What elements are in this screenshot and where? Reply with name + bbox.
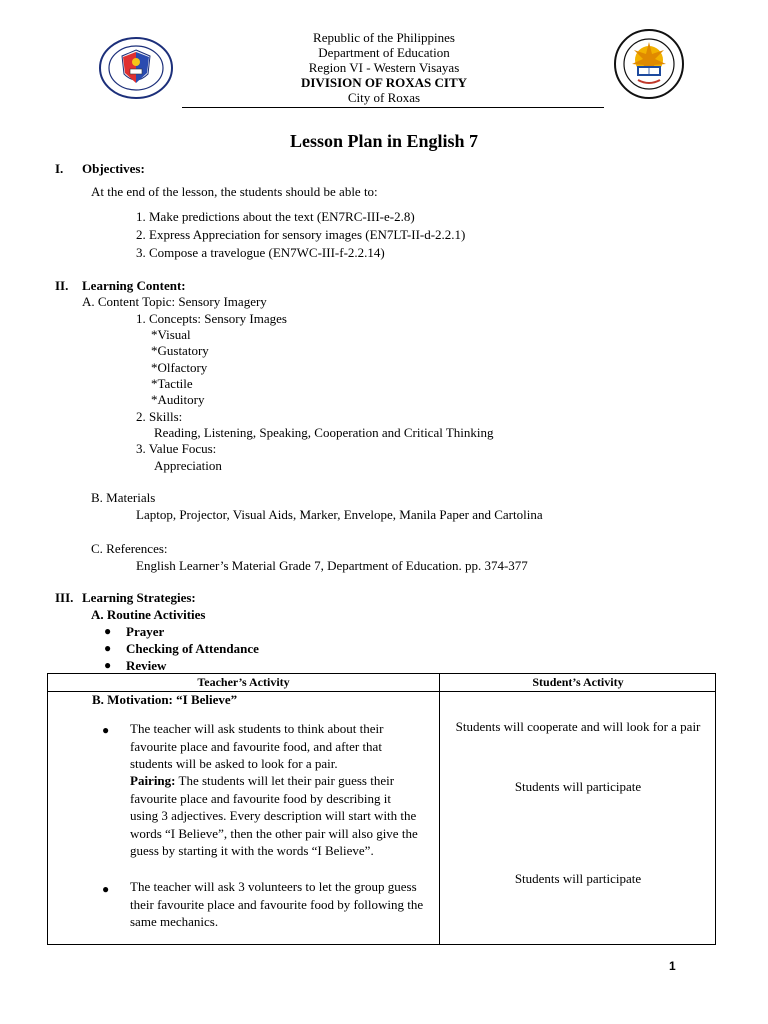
objective-item: 2. Express Appreciation for sensory images (EN7LT-II-d-2.2.1) (136, 227, 466, 242)
activity-table (47, 673, 716, 945)
student-activity-text: Students will cooperate and will look for a pair (455, 719, 701, 734)
bullet-icon: ● (102, 723, 110, 737)
concept-item: *Auditory (151, 392, 205, 407)
student-activity-header: Student’s Activity (532, 675, 624, 689)
bullet-icon: ● (104, 624, 112, 638)
pairing-text: The students will let their pair guess their favourite place and favourite food by describing it using 3 adjectives. Every description will start with the words “I Believe”, then the other pair will also give the guess by starting it with the words “I Believe”. (130, 773, 418, 858)
header-republic: Republic of the Philippines (313, 30, 455, 45)
student-activity-text: Students will participate (514, 779, 642, 794)
teacher-activity-text: The teacher will ask students to think about their favourite place and favourite food, and after that students will be asked to look for a pair. (130, 721, 384, 771)
references-heading: C. References: (91, 541, 168, 556)
bullet-icon: ● (104, 641, 112, 655)
objective-item: 1. Make predictions about the text (EN7RC-III-e-2.8) (136, 209, 415, 224)
skills-heading: 2. Skills: (136, 409, 183, 424)
page-title: Lesson Plan in English 7 (289, 131, 479, 151)
table-column-divider (439, 674, 440, 944)
bullet-icon: ● (104, 658, 112, 672)
content-numeral: II. (55, 278, 69, 293)
header-department: Department of Education (318, 45, 450, 60)
content-heading: Learning Content: (82, 278, 186, 293)
materials-text: Laptop, Projector, Visual Aids, Marker, Envelope, Manila Paper and Cartolina (136, 507, 543, 522)
references-text: English Learner’s Material Grade 7, Department of Education. pp. 374-377 (136, 558, 528, 573)
content-topic: A. Content Topic: Sensory Imagery (82, 294, 267, 309)
strategies-heading: Learning Strategies: (82, 590, 196, 605)
concepts-heading: 1. Concepts: Sensory Images (136, 311, 287, 326)
header-region: Region VI - Western Visayas (308, 60, 460, 75)
header-divider (182, 107, 604, 108)
materials-heading: B. Materials (91, 490, 156, 505)
value-heading: 3. Value Focus: (136, 441, 217, 456)
pairing-label: Pairing: (130, 773, 176, 788)
objectives-intro: At the end of the lesson, the students should be able to: (91, 184, 378, 199)
objective-item: 3. Compose a travelogue (EN7WC-III-f-2.2.14) (136, 245, 385, 260)
concept-item: *Gustatory (151, 343, 209, 358)
concept-item: *Olfactory (151, 360, 208, 375)
strategies-numeral: III. (55, 590, 74, 605)
header-division: DIVISION OF ROXAS CITY (300, 75, 468, 90)
routine-heading: A. Routine Activities (91, 607, 206, 622)
routine-item: Review (126, 658, 167, 673)
pairing-paragraph (130, 772, 418, 860)
student-activity-text: Students will participate (514, 871, 642, 886)
motivation-heading: B. Motivation: “I Believe” (92, 692, 238, 707)
objectives-heading: Objectives: (82, 161, 145, 176)
page-number: 1 (669, 959, 676, 973)
objectives-numeral: I. (55, 161, 64, 176)
routine-item: Checking of Attendance (126, 641, 259, 656)
concept-item: *Tactile (151, 376, 193, 391)
concept-item: *Visual (151, 327, 191, 342)
teacher-activity-header: Teacher’s Activity (197, 675, 290, 689)
value-text: Appreciation (154, 458, 222, 473)
bullet-icon: ● (102, 882, 110, 896)
routine-item: Prayer (126, 624, 165, 639)
teacher-activity-text: The teacher will ask 3 volunteers to let the group guess their favourite place and favourite food by following the same mechanics. (130, 879, 424, 929)
skills-text: Reading, Listening, Speaking, Cooperation and Critical Thinking (154, 425, 494, 440)
header-city: City of Roxas (347, 90, 421, 105)
